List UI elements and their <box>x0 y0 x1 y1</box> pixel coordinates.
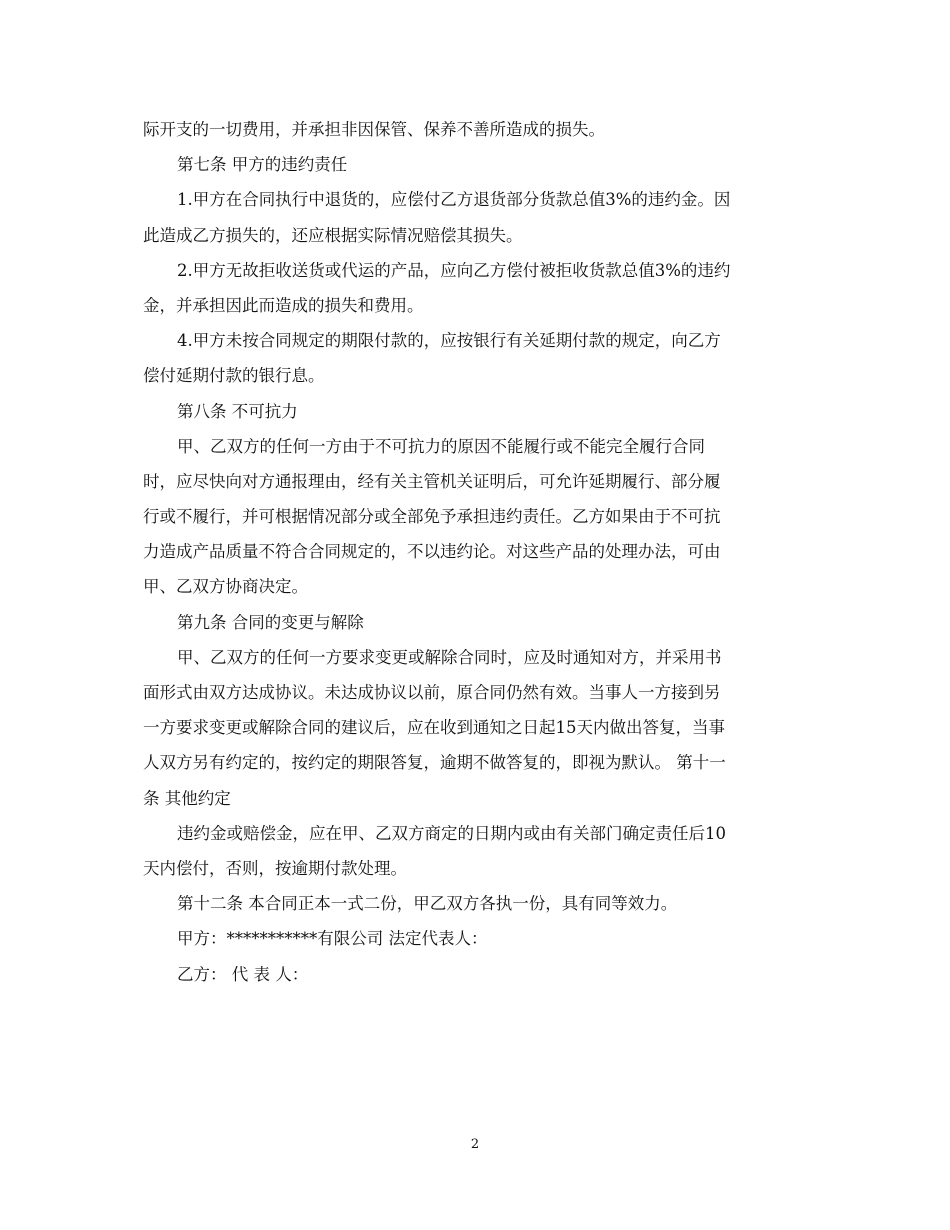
text-line: 4.甲方未按合同规定的期限付款的，应按银行有关延期付款的规定，向乙方 <box>177 331 721 351</box>
page-number: 2 <box>470 1137 480 1152</box>
document-body <box>143 112 807 992</box>
text-line: 条 其他约定 <box>143 788 231 808</box>
text-line: 行或不履行，并可根据情况部分或全部免予承担违约责任。乙方如果由于不可抗 <box>143 507 721 527</box>
signature-party-b: 乙方： 代 表 人： <box>177 964 309 984</box>
text-line: 力造成产品质量不符合合同规定的，不以违约论。对这些产品的处理办法，可由 <box>143 542 721 562</box>
text-line: 一方要求变更或解除合同的建议后，应在收到通知之日起15天内做出答复，当事 <box>143 718 725 738</box>
text-line: 1.甲方在合同执行中退货的，应偿付乙方退货部分货款总值3%的违约金。因 <box>177 190 731 210</box>
text-line: 甲、乙双方协商决定。 <box>143 577 308 597</box>
signature-party-a: 甲方：***********有限公司 法定代表人： <box>177 929 488 949</box>
section-heading: 第十二条 本合同正本一式二份，甲乙双方各执一份，具有同等效力。 <box>177 894 678 914</box>
text-line: 面形式由双方达成协议。未达成协议以前，原合同仍然有效。当事人一方接到另 <box>143 683 721 702</box>
text-line: 际开支的一切费用，并承担非因保管、保养不善所造成的损失。 <box>143 120 605 139</box>
section-heading: 第七条 甲方的违约责任 <box>177 155 348 175</box>
text-line: 违约金或赔偿金，应在甲、乙双方商定的日期内或由有关部门确定责任后10 <box>177 823 726 843</box>
text-line: 时，应尽快向对方通报理由，经有关主管机关证明后，可允许延期履行、部分履 <box>143 471 721 491</box>
text-line: 此造成乙方损失的，还应根据实际情况赔偿其损失。 <box>143 225 523 245</box>
text-line: 2.甲方无故拒收送货或代运的产品，应向乙方偿付被拒收货款总值3%的违约 <box>177 260 731 280</box>
text-line: 甲、乙双方的任何一方由于不可抗力的原因不能履行或不能完全履行合同 <box>177 436 705 456</box>
text-line: 天内偿付，否则，按逾期付款处理。 <box>143 858 407 878</box>
section-heading: 第八条 不可抗力 <box>177 401 298 421</box>
text-line: 甲、乙双方的任何一方要求变更或解除合同时，应及时通知对方，并采用书 <box>177 647 722 667</box>
section-heading: 第九条 合同的变更与解除 <box>177 612 364 632</box>
text-line: 偿付延期付款的银行息。 <box>143 366 325 386</box>
text-line: 金，并承担因此而造成的损失和费用。 <box>143 295 424 315</box>
text-line: 人双方另有约定的，按约定的期限答复，逾期不做答复的，即视为默认。 第十一 <box>143 753 726 773</box>
